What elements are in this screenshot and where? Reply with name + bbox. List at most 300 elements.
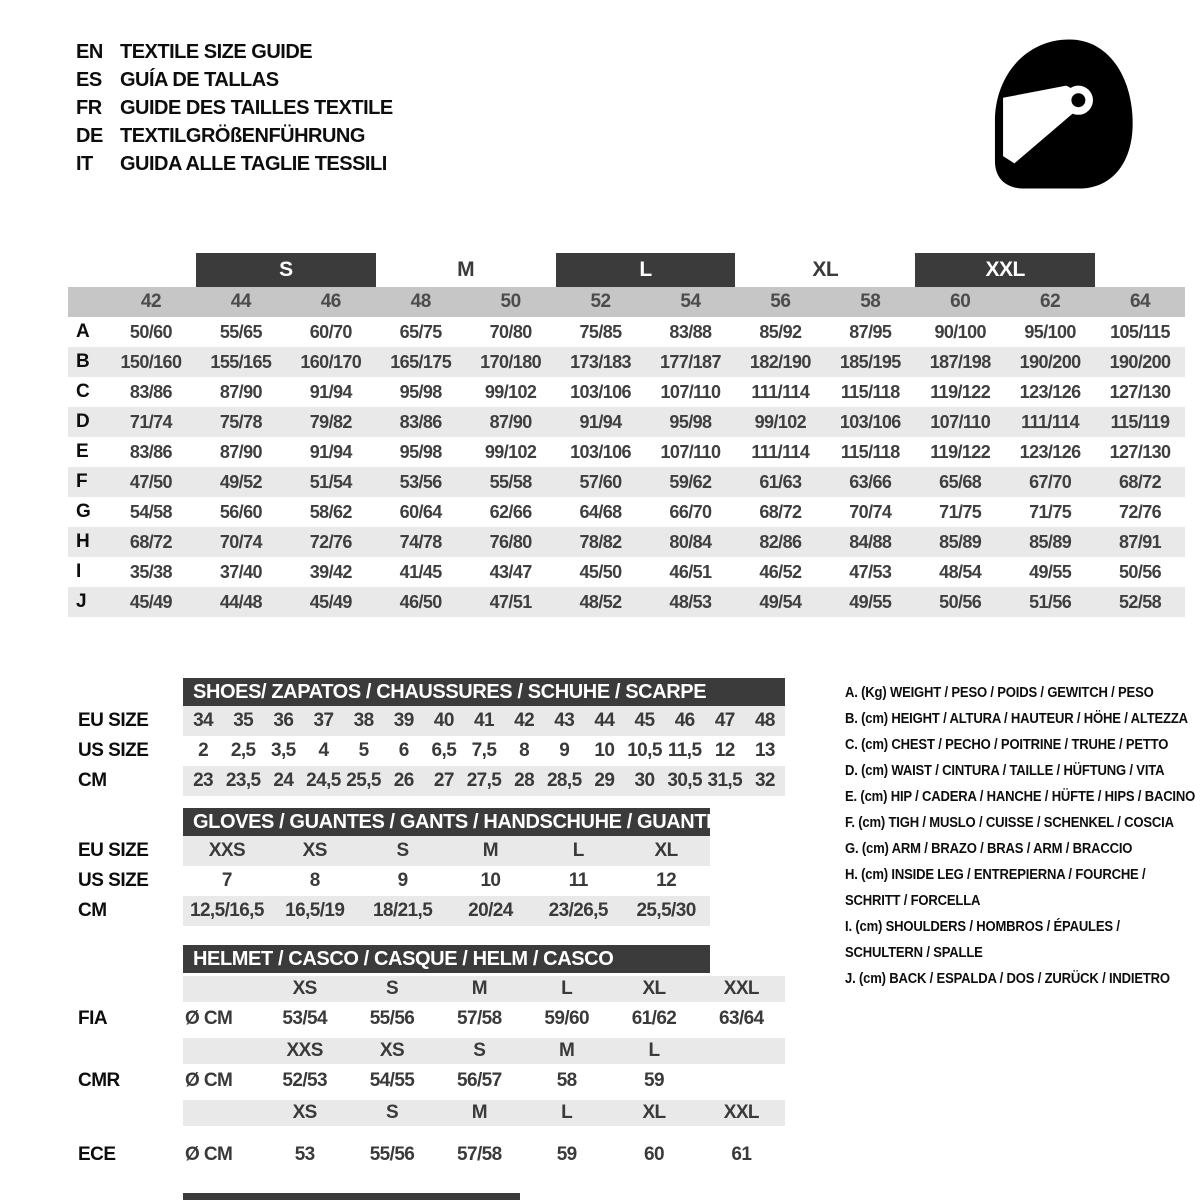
legend-line: D. (cm) WAIST / CINTURA / TAILLE / HÜFTUNG / VITA [845, 763, 1165, 779]
measurement-value: 79/82 [309, 411, 352, 432]
gloves-label: CM [78, 900, 107, 921]
helmet-size: XL [642, 1102, 666, 1123]
shoes-value: 37 [313, 710, 334, 731]
language-code: ES [76, 68, 102, 91]
gloves-value: 10 [480, 870, 501, 891]
row-letter: I [76, 561, 82, 582]
measurement-value: 68/72 [1119, 471, 1162, 492]
column-size: 62 [1040, 291, 1061, 312]
language-code: IT [76, 152, 93, 175]
measurement-value: 52/58 [1119, 591, 1162, 612]
measurement-value: 45/49 [309, 591, 352, 612]
measurement-value: 62/66 [489, 501, 532, 522]
helmet-value: 61/62 [631, 1008, 677, 1029]
legend-line: H. (cm) INSIDE LEG / ENTREPIERNA / FOURCHE / [845, 867, 1146, 883]
shoes-value: 6 [398, 740, 409, 761]
table-row-i [68, 557, 1185, 587]
measurement-value: 50/60 [129, 321, 172, 342]
shoes-value: 34 [193, 710, 214, 731]
measurement-value: 87/91 [1119, 531, 1162, 552]
shoes-value: 12 [714, 740, 735, 761]
shoes-label: EU SIZE [78, 710, 149, 731]
language-code: EN [76, 40, 103, 63]
measurement-value: 115/119 [1110, 411, 1170, 432]
measurement-value: 60/64 [399, 501, 442, 522]
gloves-row [183, 896, 710, 926]
helmet-values-row [183, 1140, 785, 1170]
helmet-value: 55/56 [369, 1144, 415, 1165]
row-letter: D [76, 411, 90, 432]
measurement-value: 43/47 [489, 561, 532, 582]
size-letter-header-row [68, 253, 1185, 287]
table-row-d [68, 407, 1185, 437]
gloves-value: 12 [656, 870, 677, 891]
size-label-l: L [556, 253, 736, 287]
measurement-value: 85/89 [1029, 531, 1072, 552]
shoes-value: 46 [674, 710, 695, 731]
helmet-values-row [183, 1066, 785, 1096]
shoes-value: 25,5 [346, 770, 381, 791]
gloves-label: EU SIZE [78, 840, 149, 861]
helmet-size: L [648, 1040, 660, 1061]
measurement-value: 75/78 [219, 411, 262, 432]
table-row-c [68, 377, 1185, 407]
measurement-value: 50/56 [1119, 561, 1162, 582]
measurement-value: 83/86 [129, 381, 172, 402]
measurement-value: 87/90 [489, 411, 532, 432]
gloves-value: 8 [309, 870, 320, 891]
shoes-value: 10,5 [627, 740, 662, 761]
helmet-size: M [471, 1102, 487, 1123]
row-letter: F [76, 471, 88, 492]
helmet-unit: Ø CM [185, 1070, 233, 1091]
measurement-value: 47/51 [489, 591, 532, 612]
measurement-value: 45/50 [579, 561, 622, 582]
helmet-values-row [183, 1004, 785, 1034]
language-title: GUIDA ALLE TAGLIE TESSILI [120, 152, 387, 175]
helmet-value: 52/53 [282, 1070, 327, 1091]
measurement-value: 82/86 [759, 531, 802, 552]
measurement-value: 58/62 [309, 501, 352, 522]
row-letter: J [76, 591, 87, 612]
measurement-value: 70/74 [219, 531, 262, 552]
shoes-value: 7,5 [471, 740, 497, 761]
shoes-value: 45 [634, 710, 655, 731]
measurement-value: 46/51 [669, 561, 712, 582]
measurement-value: 99/102 [484, 381, 537, 402]
measurement-value: 160/170 [300, 351, 362, 372]
shoes-value: 13 [754, 740, 775, 761]
shoes-row [183, 736, 785, 766]
measurement-value: 185/195 [839, 351, 901, 372]
measurement-value: 91/94 [579, 411, 622, 432]
measurement-value: 48/54 [939, 561, 982, 582]
measurement-value: 75/85 [579, 321, 622, 342]
helmet-value: 55/56 [369, 1008, 415, 1029]
gloves-value: 25,5/30 [636, 900, 696, 921]
gloves-label: US SIZE [78, 870, 149, 891]
shoes-value: 40 [433, 710, 454, 731]
column-size: 44 [230, 291, 251, 312]
gloves-value: 7 [221, 870, 232, 891]
helmet-size: S [385, 1102, 399, 1123]
textile-size-table [68, 253, 1185, 617]
measurement-value: 71/75 [1029, 501, 1072, 522]
helmet-value: 53/54 [282, 1008, 327, 1029]
cropped-next-section-header [183, 1193, 520, 1200]
helmet-sizes-row [183, 976, 785, 1002]
column-size: 58 [860, 291, 881, 312]
measurement-value: 107/110 [660, 441, 721, 462]
measurement-value: 95/98 [669, 411, 712, 432]
shoes-value: 2,5 [230, 740, 256, 761]
racing-helmet-icon [982, 30, 1144, 198]
helmet-value: 57/58 [457, 1008, 502, 1029]
language-code: FR [76, 96, 102, 119]
measurement-value: 85/89 [939, 531, 982, 552]
shoes-value: 5 [358, 740, 369, 761]
shoes-value: 24,5 [306, 770, 341, 791]
helmet-value: 59 [556, 1144, 577, 1165]
helmet-value: 60 [644, 1144, 664, 1165]
helmet-section-header [183, 945, 710, 973]
table-row-j [68, 587, 1185, 617]
helmet-sizes-spacer [183, 1038, 261, 1064]
helmet-size: L [561, 1102, 573, 1123]
measurement-value: 119/122 [930, 441, 991, 462]
shoes-value: 31,5 [707, 770, 743, 791]
measurement-value: 87/95 [849, 321, 892, 342]
helmet-unit: Ø CM [185, 1008, 233, 1029]
measurement-value: 72/76 [1119, 501, 1162, 522]
measurement-value: 190/200 [1019, 351, 1081, 372]
measurement-value: 107/110 [660, 381, 721, 402]
measurement-value: 173/183 [570, 351, 631, 372]
helmet-section-title: HELMET / CASCO / CASQUE / HELM / CASCO [193, 947, 614, 970]
measurement-value: 50/56 [939, 591, 982, 612]
legend-line: F. (cm) TIGH / MUSLO / CUISSE / SCHENKEL / COSCIA [845, 815, 1174, 831]
helmet-size [698, 1038, 785, 1064]
row-letter: A [76, 321, 90, 342]
gloves-value: M [482, 840, 499, 861]
helmet-size: XS [379, 1040, 405, 1061]
measurement-value: 95/100 [1024, 321, 1076, 342]
helmet-size: S [473, 1040, 486, 1061]
column-size: 60 [950, 291, 971, 312]
measurement-value: 83/86 [129, 441, 172, 462]
measurement-value: 74/78 [399, 531, 442, 552]
measurement-value: 49/55 [849, 591, 892, 612]
helmet-sizes-row [183, 1100, 785, 1126]
helmet-value: 54/55 [369, 1070, 415, 1091]
measurement-value: 49/55 [1029, 561, 1072, 582]
shoes-value: 42 [514, 710, 535, 731]
measurement-value: 71/74 [129, 411, 172, 432]
measurement-value: 103/106 [839, 411, 901, 432]
helmet-size: XXL [723, 1102, 759, 1123]
measurement-value: 84/88 [849, 531, 892, 552]
shoes-value: 28,5 [546, 770, 582, 791]
helmet-size: XS [292, 1102, 317, 1123]
table-row-b [68, 347, 1185, 377]
row-letter: H [76, 531, 90, 552]
helmet-value: 53 [294, 1144, 315, 1165]
measurement-value: 48/53 [669, 591, 712, 612]
measurement-value: 49/52 [219, 471, 262, 492]
shoes-value: 23,5 [225, 770, 261, 791]
helmet-sizes-spacer [183, 976, 261, 1002]
measurement-value: 72/76 [309, 531, 352, 552]
gloves-row [183, 836, 710, 866]
measurement-value: 150/160 [120, 351, 182, 372]
shoes-value: 8 [519, 740, 530, 761]
gloves-value: 9 [397, 870, 408, 891]
measurement-value: 83/88 [669, 321, 712, 342]
column-size: 50 [500, 291, 521, 312]
measurement-value: 165/175 [390, 351, 452, 372]
helmet-value [698, 1066, 785, 1096]
helmet-value: 61 [731, 1144, 752, 1165]
row-letter: E [76, 441, 89, 462]
table-row-f [68, 467, 1185, 497]
legend-line: A. (Kg) WEIGHT / PESO / POIDS / GEWITCH / PESO [845, 685, 1154, 701]
language-title: TEXTILGRÖßENFÜHRUNG [120, 124, 365, 147]
measurement-value: 60/70 [309, 321, 352, 342]
shoes-value: 35 [233, 710, 254, 731]
measurement-value: 61/63 [759, 471, 802, 492]
measurement-value: 53/56 [399, 471, 442, 492]
measurement-value: 47/53 [849, 561, 892, 582]
size-label-s: S [196, 253, 376, 287]
measurement-value: 95/98 [399, 381, 442, 402]
measurement-value: 177/187 [660, 351, 721, 372]
shoes-value: 26 [393, 770, 414, 791]
shoes-value: 38 [353, 710, 374, 731]
gloves-value: 12,5/16,5 [189, 900, 264, 921]
helmet-size: M [559, 1040, 575, 1061]
helmet-value: 57/58 [457, 1144, 502, 1165]
measurement-value: 103/106 [570, 381, 631, 402]
helmet-value: 59/60 [544, 1008, 589, 1029]
measurement-value: 80/84 [669, 531, 712, 552]
shoes-value: 6,5 [431, 740, 457, 761]
gloves-section-title: GLOVES / GUANTES / GANTS / HANDSCHUHE / GUANTI [193, 810, 712, 833]
numeric-size-header-row [68, 287, 1185, 317]
language-title: TEXTILE SIZE GUIDE [120, 40, 313, 63]
shoes-value: 23 [193, 770, 214, 791]
helmet-size: S [385, 978, 399, 999]
gloves-value: 11 [568, 870, 588, 891]
measurement-value: 64/68 [579, 501, 622, 522]
measurement-value: 35/38 [129, 561, 172, 582]
measurement-value: 39/42 [309, 561, 352, 582]
shoes-value: 4 [318, 740, 329, 761]
shoes-value: 29 [594, 770, 615, 791]
measurement-value: 127/130 [1109, 381, 1171, 402]
helmet-sizes-spacer [183, 1100, 261, 1126]
helmet-standard-label: ECE [78, 1144, 116, 1165]
measurement-value: 65/68 [939, 471, 982, 492]
measurement-value: 91/94 [309, 381, 352, 402]
measurement-rows [68, 317, 1185, 617]
measurement-value: 85/92 [759, 321, 802, 342]
measurement-value: 70/80 [489, 321, 532, 342]
shoes-label: CM [78, 770, 107, 791]
measurement-value: 45/49 [129, 591, 172, 612]
measurement-value: 56/60 [219, 501, 262, 522]
gloves-value: XL [654, 840, 678, 861]
band-spacer [68, 287, 106, 317]
shoes-value: 27 [433, 770, 454, 791]
helmet-size: M [471, 978, 487, 999]
measurement-value: 71/75 [939, 501, 982, 522]
row-letter: C [76, 381, 90, 402]
measurement-value: 123/126 [1019, 441, 1081, 462]
helmet-size: XXS [286, 1040, 323, 1061]
measurement-value: 70/74 [849, 501, 892, 522]
measurement-value: 127/130 [1109, 441, 1171, 462]
legend-line: E. (cm) HIP / CADERA / HANCHE / HÜFTE / HIPS / BACINO [845, 789, 1196, 805]
helmet-size: L [561, 978, 573, 999]
shoes-value: 39 [393, 710, 414, 731]
shoes-value: 24 [273, 770, 294, 791]
size-label-xxl: XXL [915, 253, 1095, 287]
column-size: 54 [680, 291, 701, 312]
shoes-value: 43 [554, 710, 575, 731]
measurement-value: 68/72 [759, 501, 802, 522]
shoes-value: 44 [594, 710, 615, 731]
legend-line: SCHRITT / FORCELLA [845, 893, 981, 909]
legend-line: G. (cm) ARM / BRAZO / BRAS / ARM / BRACCIO [845, 841, 1133, 857]
size-label-xl: XL [812, 258, 839, 281]
measurement-value: 119/122 [930, 381, 991, 402]
shoes-section-title: SHOES/ ZAPATOS / CHAUSSURES / SCHUHE / SCARPE [193, 680, 707, 703]
column-size: 42 [140, 291, 162, 312]
measurement-value: 51/54 [309, 471, 352, 492]
measurement-value: 46/52 [759, 561, 802, 582]
shoes-value: 36 [273, 710, 294, 731]
table-row-e [68, 437, 1185, 467]
legend-line: B. (cm) HEIGHT / ALTURA / HAUTEUR / HÖHE / ALTEZZA [845, 711, 1188, 727]
shoes-row [183, 706, 785, 736]
table-row-h [68, 527, 1185, 557]
shoes-row [183, 766, 785, 796]
helmet-value: 63/64 [719, 1008, 764, 1029]
row-letter: B [76, 351, 90, 372]
shoes-value: 48 [754, 710, 775, 731]
measurement-value: 59/62 [669, 471, 712, 492]
shoes-value: 30,5 [667, 770, 702, 791]
measurement-value: 66/70 [669, 501, 712, 522]
shoes-value: 10 [594, 740, 615, 761]
measurement-value: 37/40 [219, 561, 262, 582]
measurement-value: 57/60 [579, 471, 622, 492]
language-row [76, 122, 393, 150]
table-row-g [68, 497, 1185, 527]
shoes-value: 27,5 [466, 770, 502, 791]
helmet-sizes-row [183, 1038, 785, 1064]
measurement-value: 55/65 [219, 321, 262, 342]
language-row [76, 38, 393, 66]
measurement-value: 182/190 [749, 351, 811, 372]
language-title: GUIDE DES TAILLES TEXTILE [120, 96, 393, 119]
helmet-standard-label: FIA [78, 1008, 108, 1029]
legend-line: I. (cm) SHOULDERS / HOMBROS / ÉPAULES / [845, 919, 1120, 935]
column-size: 64 [1129, 291, 1151, 312]
helmet-value: 59 [644, 1070, 664, 1091]
gloves-value: XS [302, 840, 327, 861]
measurement-value: 55/58 [489, 471, 532, 492]
measurement-value: 51/56 [1029, 591, 1072, 612]
measurement-value: 49/54 [759, 591, 802, 612]
helmet-size: XXL [723, 978, 759, 999]
legend-line: SCHULTERN / SPALLE [845, 945, 983, 961]
measurement-value: 99/102 [484, 441, 537, 462]
gloves-section-header [183, 808, 710, 836]
measurement-value: 54/58 [129, 501, 172, 522]
shoes-value: 11,5 [667, 740, 702, 761]
shoes-value: 32 [754, 770, 775, 791]
helmet-value: 58 [556, 1070, 577, 1091]
measurement-value: 76/80 [489, 531, 532, 552]
gloves-value: 20/24 [468, 900, 513, 921]
measurement-value: 111/114 [1021, 411, 1080, 432]
measurement-value: 63/66 [849, 471, 892, 492]
gloves-value: 18/21,5 [372, 900, 433, 921]
language-title-list [76, 38, 393, 178]
measurement-value: 78/82 [579, 531, 622, 552]
measurement-value: 48/52 [579, 591, 622, 612]
language-row [76, 66, 393, 94]
language-code: DE [76, 124, 103, 147]
gloves-value: 16,5/19 [285, 900, 345, 921]
measurement-value: 107/110 [930, 411, 991, 432]
measurement-value: 46/50 [399, 591, 442, 612]
measurement-value: 68/72 [129, 531, 172, 552]
measurement-value: 83/86 [399, 411, 442, 432]
legend-line: J. (cm) BACK / ESPALDA / DOS / ZURÜCK / INDIETRO [845, 971, 1170, 987]
column-size: 52 [590, 291, 611, 312]
shoes-value: 30 [634, 770, 655, 791]
measurement-value: 111/114 [751, 441, 810, 462]
language-title: GUÍA DE TALLAS [120, 68, 279, 91]
row-letter: G [76, 501, 91, 522]
shoes-value: 28 [514, 770, 535, 791]
column-size: 56 [770, 291, 791, 312]
shoes-value: 41 [474, 710, 494, 731]
column-size: 48 [410, 291, 431, 312]
helmet-size: XL [642, 978, 666, 999]
measurement-value: 190/200 [1109, 351, 1171, 372]
legend-line: C. (cm) CHEST / PECHO / POITRINE / TRUHE / PETTO [845, 737, 1169, 753]
measurement-value: 90/100 [934, 321, 986, 342]
helmet-standard-label: CMR [78, 1070, 120, 1091]
measurement-value: 115/118 [840, 381, 900, 402]
gloves-value: S [396, 840, 409, 861]
measurement-value: 111/114 [751, 381, 810, 402]
measurement-legend [845, 680, 1197, 992]
measurement-value: 87/90 [219, 381, 262, 402]
measurement-value: 41/45 [399, 561, 442, 582]
measurement-value: 95/98 [399, 441, 442, 462]
shoes-label: US SIZE [78, 740, 149, 761]
measurement-value: 87/90 [219, 441, 262, 462]
measurement-value: 187/198 [929, 351, 991, 372]
measurement-value: 47/50 [129, 471, 172, 492]
helmet-value: 56/57 [457, 1070, 502, 1091]
measurement-value: 44/48 [219, 591, 262, 612]
shoes-value: 3,5 [271, 740, 296, 761]
